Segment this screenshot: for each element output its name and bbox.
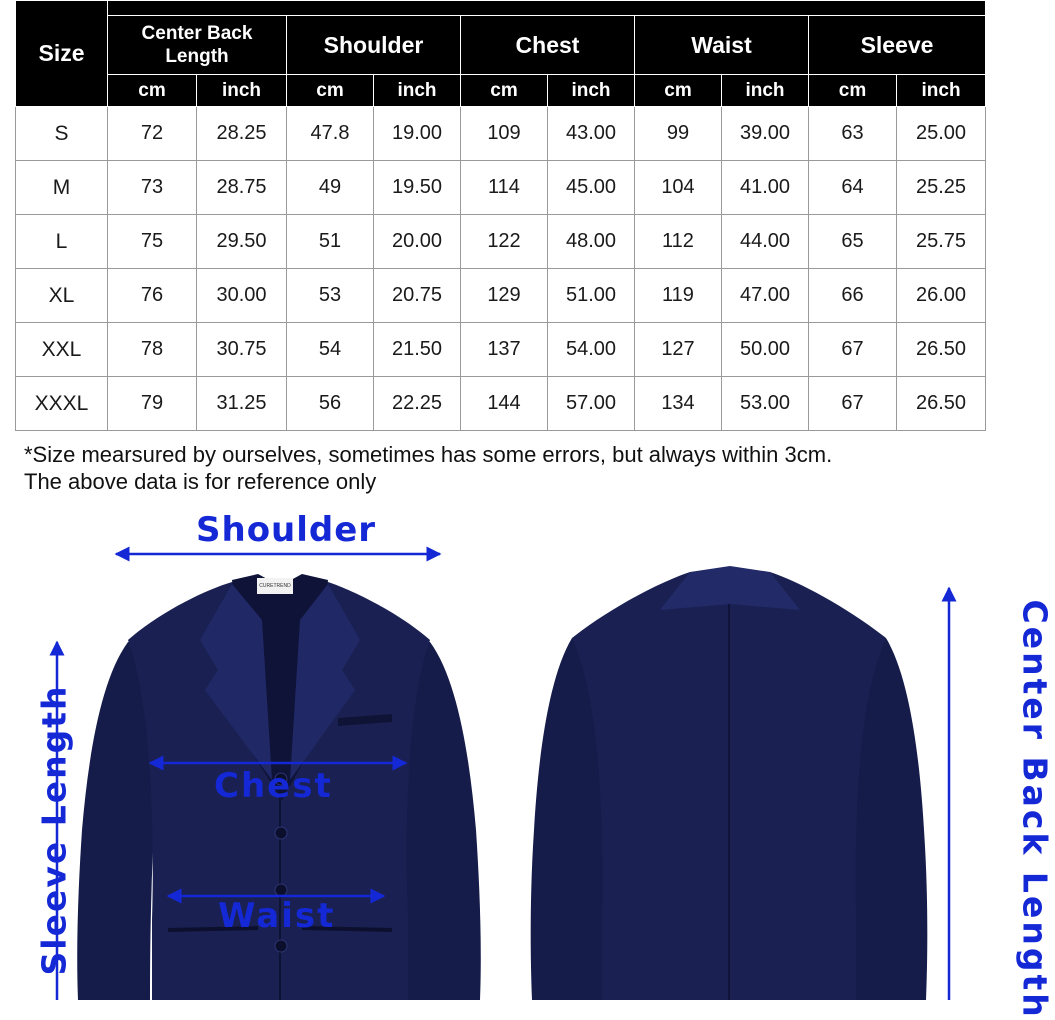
measurement-cell: 53 <box>287 269 374 323</box>
jacket-button <box>275 827 287 839</box>
measurement-cell: 76 <box>108 269 197 323</box>
size-cell: L <box>16 215 108 269</box>
measurement-cell: 20.00 <box>374 215 461 269</box>
table-row <box>16 377 986 431</box>
measurement-cell: 99 <box>635 107 722 161</box>
measurement-cell: 109 <box>461 107 548 161</box>
table-row <box>16 215 986 269</box>
unit-cm: cm <box>287 75 374 107</box>
measurement-cell: 50.00 <box>722 323 809 377</box>
shoulder-label: Shoulder <box>196 510 377 550</box>
column-header-sleeve: Sleeve <box>809 16 986 75</box>
unit-cm: cm <box>809 75 897 107</box>
measurement-cell: 45.00 <box>548 161 635 215</box>
measurement-cell: 31.25 <box>197 377 287 431</box>
measurement-cell: 51.00 <box>548 269 635 323</box>
measurement-cell: 48.00 <box>548 215 635 269</box>
jacket-illustration-svg <box>0 500 1000 1000</box>
table-row <box>16 107 986 161</box>
measurement-cell: 21.50 <box>374 323 461 377</box>
measurement-cell: 75 <box>108 215 197 269</box>
sleeve-length-label: Sleeve Length <box>34 684 74 976</box>
measurement-cell: 26.50 <box>897 323 986 377</box>
measurement-cell: 119 <box>635 269 722 323</box>
measurement-cell: 25.00 <box>897 107 986 161</box>
measurement-cell: 63 <box>809 107 897 161</box>
measurement-cell: 134 <box>635 377 722 431</box>
measurement-cell: 47.00 <box>722 269 809 323</box>
size-cell: XL <box>16 269 108 323</box>
measurement-cell: 30.00 <box>197 269 287 323</box>
size-chart-table <box>15 0 986 431</box>
measurement-cell: 49 <box>287 161 374 215</box>
measurement-cell: 56 <box>287 377 374 431</box>
unit-cm: cm <box>108 75 197 107</box>
jacket-measurement-illustration <box>0 500 1055 1020</box>
size-header: Size <box>16 1 108 107</box>
back-collar <box>660 566 800 610</box>
unit-inch: inch <box>897 75 986 107</box>
measurement-cell: 67 <box>809 323 897 377</box>
measurement-cell: 72 <box>108 107 197 161</box>
measurement-cell: 30.75 <box>197 323 287 377</box>
measurement-cell: 137 <box>461 323 548 377</box>
unit-inch: inch <box>548 75 635 107</box>
table-body <box>16 107 986 431</box>
measurement-cell: 64 <box>809 161 897 215</box>
measurement-cell: 129 <box>461 269 548 323</box>
measurement-cell: 144 <box>461 377 548 431</box>
chest-label: Chest <box>214 766 333 806</box>
measurement-cell: 53.00 <box>722 377 809 431</box>
table-title <box>108 1 986 16</box>
column-header-center-back-length: Center Back Length <box>108 16 287 75</box>
measurement-cell: 78 <box>108 323 197 377</box>
measurement-cell: 54 <box>287 323 374 377</box>
measurement-cell: 66 <box>809 269 897 323</box>
column-header-shoulder: Shoulder <box>287 16 461 75</box>
measurement-cell: 79 <box>108 377 197 431</box>
table-row <box>16 269 986 323</box>
unit-inch: inch <box>374 75 461 107</box>
measurement-cell: 65 <box>809 215 897 269</box>
waist-label: Waist <box>218 896 336 936</box>
unit-cm: cm <box>635 75 722 107</box>
note-line-2: The above data is for reference only <box>24 469 377 494</box>
size-cell: XXL <box>16 323 108 377</box>
measurement-cell: 22.25 <box>374 377 461 431</box>
measurement-cell: 44.00 <box>722 215 809 269</box>
size-cell: M <box>16 161 108 215</box>
size-cell: S <box>16 107 108 161</box>
jacket-button <box>275 940 287 952</box>
measurement-cell: 43.00 <box>548 107 635 161</box>
jacket-button <box>275 884 287 896</box>
brand-tag-text: CURETREND <box>259 583 291 589</box>
unit-inch: inch <box>722 75 809 107</box>
measurement-note <box>24 441 984 495</box>
table-row <box>16 161 986 215</box>
column-header-waist: Waist <box>635 16 809 75</box>
unit-cm: cm <box>461 75 548 107</box>
table-row <box>16 323 986 377</box>
measurement-cell: 104 <box>635 161 722 215</box>
measurement-cell: 25.75 <box>897 215 986 269</box>
measurement-cell: 57.00 <box>548 377 635 431</box>
measurement-cell: 26.50 <box>897 377 986 431</box>
measurement-cell: 28.75 <box>197 161 287 215</box>
center-back-length-label: Center Back Length <box>1015 599 1055 1020</box>
measurement-cell: 39.00 <box>722 107 809 161</box>
note-line-1: *Size mearsured by ourselves, sometimes has some errors, but always within 3cm. <box>24 442 833 467</box>
measurement-cell: 67 <box>809 377 897 431</box>
unit-inch: inch <box>197 75 287 107</box>
measurement-cell: 47.8 <box>287 107 374 161</box>
column-header-chest: Chest <box>461 16 635 75</box>
measurement-cell: 122 <box>461 215 548 269</box>
measurement-cell: 112 <box>635 215 722 269</box>
measurement-cell: 51 <box>287 215 374 269</box>
measurement-cell: 127 <box>635 323 722 377</box>
measurement-cell: 20.75 <box>374 269 461 323</box>
measurement-cell: 114 <box>461 161 548 215</box>
measurement-cell: 28.25 <box>197 107 287 161</box>
measurement-cell: 19.00 <box>374 107 461 161</box>
measurement-cell: 41.00 <box>722 161 809 215</box>
measurement-cell: 54.00 <box>548 323 635 377</box>
measurement-cell: 73 <box>108 161 197 215</box>
measurement-cell: 26.00 <box>897 269 986 323</box>
measurement-cell: 19.50 <box>374 161 461 215</box>
measurement-cell: 29.50 <box>197 215 287 269</box>
size-cell: XXXL <box>16 377 108 431</box>
measurement-cell: 25.25 <box>897 161 986 215</box>
jacket-back <box>531 566 928 1000</box>
